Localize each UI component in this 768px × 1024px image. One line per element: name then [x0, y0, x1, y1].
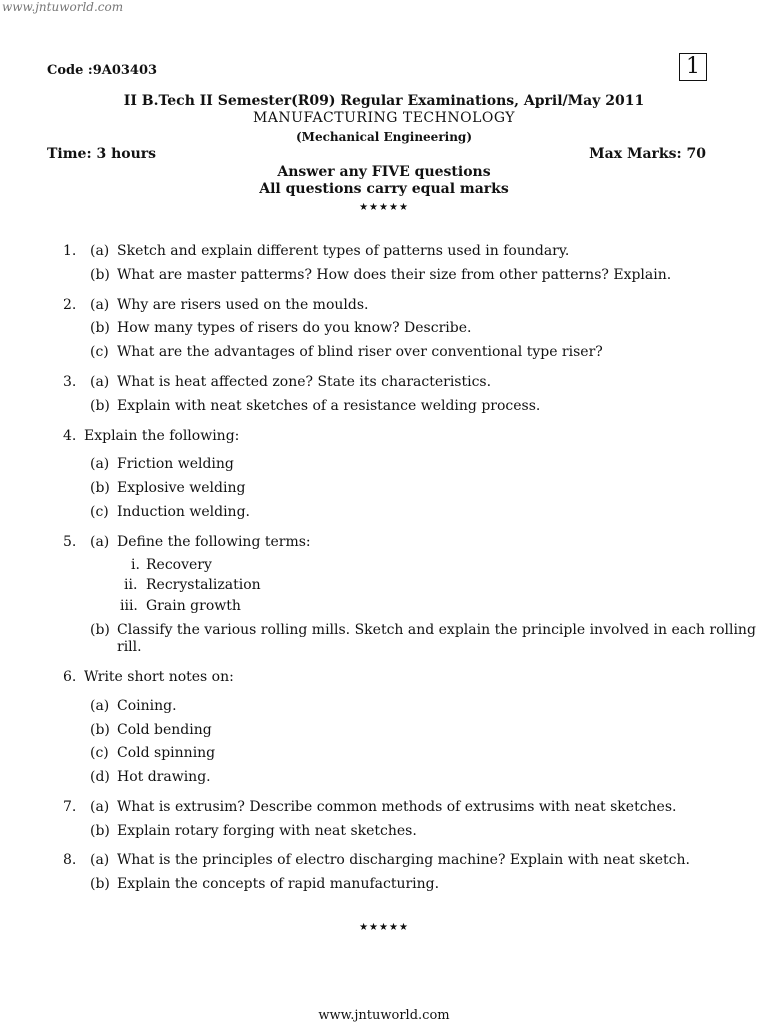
question-intro: Explain the following:	[84, 428, 240, 444]
part-label: (b)	[90, 622, 110, 638]
part-label: (d)	[90, 769, 110, 785]
subpart-label: i.	[131, 557, 140, 573]
part-label: (b)	[90, 823, 110, 839]
part-label: (a)	[90, 456, 110, 472]
stars-divider-bottom: ★★★★★	[359, 922, 409, 933]
question-text: Coining.	[117, 698, 177, 714]
part-label: (a)	[90, 799, 110, 815]
question-intro: Write short notes on:	[84, 669, 234, 685]
subpart-text: Recrystalization	[146, 577, 261, 593]
stars-divider-top: ★★★★★	[359, 202, 409, 213]
part-label: (c)	[90, 504, 109, 520]
part-label: (b)	[90, 398, 110, 414]
part-label: (c)	[90, 344, 109, 360]
question-number: 5.	[63, 534, 77, 550]
branch-name: (Mechanical Engineering)	[296, 130, 472, 144]
question-number: 7.	[63, 799, 77, 815]
question-text: What are master patterms? How does their size from other patterns? Explain.	[117, 267, 672, 283]
set-number-box: 1	[679, 53, 707, 81]
question-number: 8.	[63, 852, 77, 868]
part-label: (c)	[90, 745, 109, 761]
question-number: 4.	[63, 428, 77, 444]
subpart-text: Recovery	[146, 557, 212, 573]
part-label: (b)	[90, 320, 110, 336]
question-text: Explain the concepts of rapid manufacturing.	[117, 876, 440, 892]
subpart-text: Grain growth	[146, 598, 241, 614]
question-text: What is the principles of electro discharging machine? Explain with neat sketch.	[117, 852, 690, 868]
question-text: What are the advantages of blind riser over conventional type riser?	[117, 344, 603, 360]
instruction-equal-marks: All questions carry equal marks	[259, 181, 509, 197]
part-label: (b)	[90, 480, 110, 496]
subpart-label: ii.	[124, 577, 138, 593]
question-text: What is extrusim? Describe common methods of extrusims with neat sketches.	[117, 799, 677, 815]
max-marks: Max Marks: 70	[589, 146, 706, 162]
exam-title: II B.Tech II Semester(R09) Regular Examinations, April/May 2011	[123, 93, 645, 109]
question-number: 1.	[63, 243, 77, 259]
part-label: (b)	[90, 722, 110, 738]
question-text: Hot drawing.	[117, 769, 211, 785]
part-label: (a)	[90, 297, 110, 313]
paper-code: Code :9A03403	[47, 63, 158, 78]
question-text: Define the following terms:	[117, 534, 311, 550]
part-label: (b)	[90, 876, 110, 892]
part-label: (b)	[90, 267, 110, 283]
question-number: 3.	[63, 374, 77, 390]
question-text: Cold bending	[117, 722, 212, 738]
instruction-answer-five: Answer any FIVE questions	[277, 164, 491, 180]
part-label: (a)	[90, 534, 110, 550]
question-text: Explosive welding	[117, 480, 246, 496]
question-text: Friction welding	[117, 456, 234, 472]
subject-title: MANUFACTURING TECHNOLOGY	[252, 110, 516, 126]
question-text: Explain rotary forging with neat sketches.	[117, 823, 417, 839]
question-number: 2.	[63, 297, 77, 313]
question-text: Classify the various rolling mills. Sketch and explain the principle involved in each rolling	[117, 622, 756, 638]
question-text: Why are risers used on the moulds.	[117, 297, 369, 313]
question-text: Induction welding.	[117, 504, 250, 520]
question-text: Cold spinning	[117, 745, 216, 761]
question-text: What is heat affected zone? State its characteristics.	[117, 374, 492, 390]
footer-url: www.jntuworld.com	[318, 1008, 450, 1023]
question-text: Sketch and explain different types of patterns used in foundary.	[117, 243, 570, 259]
watermark-url: www.jntuworld.com	[2, 0, 124, 14]
subpart-label: iii.	[120, 598, 138, 614]
part-label: (a)	[90, 698, 110, 714]
part-label: (a)	[90, 243, 110, 259]
question-text: How many types of risers do you know? Describe.	[117, 320, 472, 336]
exam-time: Time: 3 hours	[47, 146, 157, 162]
part-label: (a)	[90, 374, 110, 390]
part-label: (a)	[90, 852, 110, 868]
question-text: Explain with neat sketches of a resistance welding process.	[117, 398, 541, 414]
question-number: 6.	[63, 669, 77, 685]
question-text-continued: rill.	[117, 639, 142, 655]
